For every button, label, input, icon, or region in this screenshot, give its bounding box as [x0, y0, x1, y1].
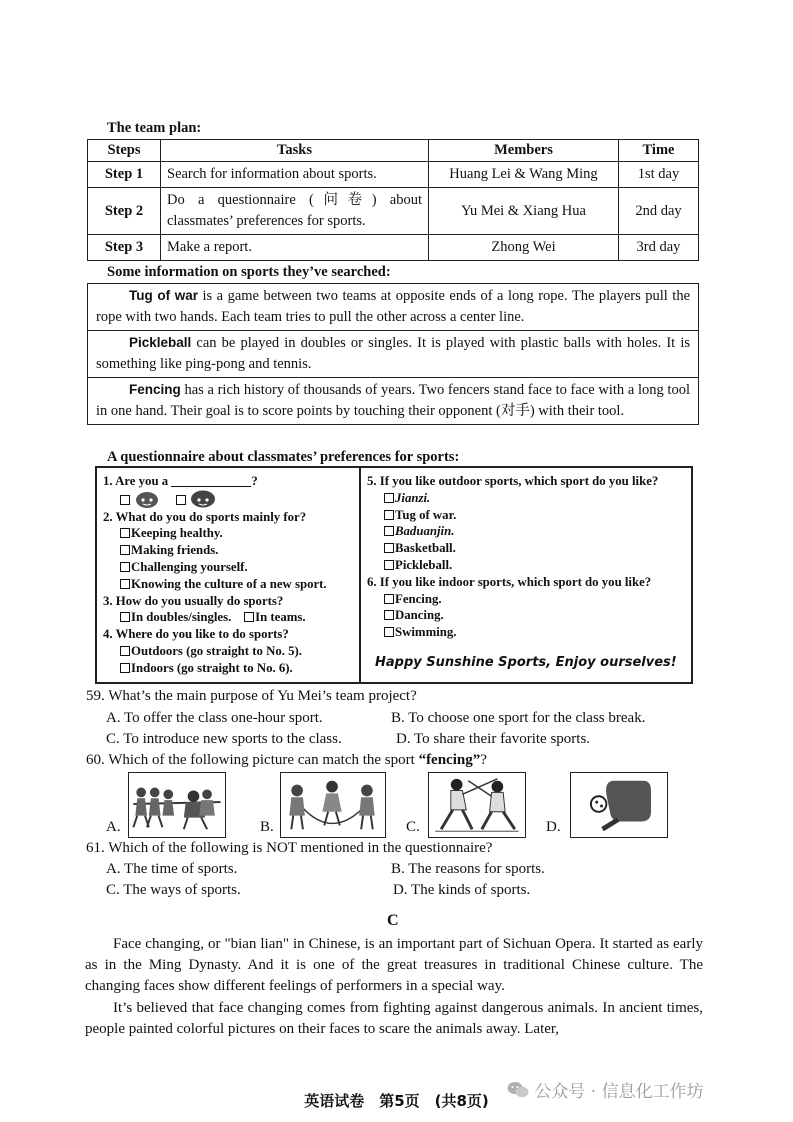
- checkbox[interactable]: [120, 579, 130, 589]
- info-fencing: [88, 378, 698, 424]
- q2-option[interactable]: [103, 559, 353, 576]
- q60-label-c: C.: [406, 819, 420, 835]
- members-cell: Huang Lei & Wang Ming: [429, 162, 619, 188]
- passage-heading: C: [387, 912, 399, 929]
- time-cell: 3rd day: [619, 235, 699, 261]
- q6-option[interactable]: [367, 591, 685, 608]
- option-label: Outdoors (go straight to No. 5).: [131, 643, 302, 658]
- q59-option-c: C. To introduce new sports to the class.: [106, 731, 342, 747]
- q5-option[interactable]: [367, 540, 685, 557]
- q1-text: 1. Are you a: [103, 474, 169, 488]
- table-row: [88, 162, 699, 188]
- q59-option-a: A. To offer the class one-hour sport.: [106, 710, 323, 726]
- q2-text: 2. What do you do sports mainly for?: [103, 509, 307, 524]
- table-header-row: [88, 140, 699, 162]
- task-cell: Do a questionnaire (问卷) about classmates’ preferences for sports.: [161, 188, 429, 235]
- q61-option-c: C. The ways of sports.: [106, 882, 241, 898]
- option-label: Challenging yourself.: [131, 559, 248, 574]
- questionnaire-right-column: [361, 468, 691, 682]
- q5-text: 5. If you like outdoor sports, which sport do you like?: [367, 474, 659, 488]
- checkbox[interactable]: [176, 495, 186, 505]
- q4-option[interactable]: [103, 643, 353, 660]
- q6-text: 6. If you like indoor sports, which sport do you like?: [367, 574, 652, 589]
- questionnaire-slogan: Happy Sunshine Sports, Enjoy ourselves!: [375, 655, 677, 671]
- col-header-time: Time: [619, 140, 699, 162]
- task-cell: Make a report.: [161, 235, 429, 261]
- task-cell: Search for information about sports.: [161, 162, 429, 188]
- checkbox[interactable]: [244, 612, 254, 622]
- option-label: Knowing the culture of a new sport.: [131, 576, 327, 591]
- q1-line: [103, 473, 353, 490]
- sport-name: Fencing: [129, 382, 181, 397]
- option-label: Dancing.: [395, 608, 444, 623]
- q2-option[interactable]: [103, 576, 353, 593]
- option-label: Indoors (go straight to No. 6).: [131, 660, 293, 675]
- q60-label-b: B.: [260, 819, 274, 835]
- q3-options: [103, 609, 353, 626]
- checkbox[interactable]: [120, 528, 130, 538]
- time-cell: 1st day: [619, 162, 699, 188]
- col-header-steps: Steps: [88, 140, 161, 162]
- checkbox[interactable]: [384, 526, 394, 536]
- team-plan-title: The team plan:: [107, 120, 202, 136]
- q1-options: [103, 490, 353, 509]
- checkbox[interactable]: [384, 543, 394, 553]
- fencing-picture: [428, 772, 526, 838]
- q5-option[interactable]: [367, 507, 685, 524]
- sports-info-box: [87, 283, 699, 425]
- pickleball-picture: [570, 772, 668, 838]
- checkbox[interactable]: [384, 493, 394, 503]
- checkbox[interactable]: [384, 560, 394, 570]
- q2-option[interactable]: [103, 525, 353, 542]
- team-plan-table: [87, 139, 699, 261]
- option-label: Baduanjin.: [395, 524, 455, 539]
- q59-option-d: D. To share their favorite sports.: [396, 731, 591, 747]
- checkbox[interactable]: [384, 627, 394, 637]
- option-label: Swimming.: [395, 625, 457, 640]
- info-tug-of-war: [88, 284, 698, 331]
- jump-rope-picture: [280, 772, 386, 838]
- time-cell: 2nd day: [619, 188, 699, 235]
- q6-option[interactable]: [367, 624, 685, 641]
- checkbox[interactable]: [120, 495, 130, 505]
- q1-blank: [171, 475, 251, 487]
- q60-label-d: D.: [546, 819, 561, 835]
- q60-label-a: A.: [106, 819, 121, 835]
- q4-text: 4. Where do you like to do sports?: [103, 627, 289, 642]
- option-label: Jianzi.: [395, 490, 431, 505]
- checkbox[interactable]: [120, 562, 130, 572]
- q4-option[interactable]: [103, 660, 353, 677]
- q59-option-b: B. To choose one sport for the class break.: [391, 710, 646, 726]
- option-label: In doubles/singles.: [131, 610, 232, 625]
- q61-option-d: D. The kinds of sports.: [393, 882, 531, 898]
- sport-name: Pickleball: [129, 335, 192, 350]
- questionnaire-title: A questionnaire about classmates’ preferences for sports:: [107, 449, 460, 465]
- option-label: Pickleball.: [395, 557, 453, 572]
- q60-keyword: “fencing”: [418, 752, 481, 768]
- option-label: Keeping healthy.: [131, 526, 223, 541]
- questionnaire-left-column: [97, 468, 361, 682]
- table-row: [88, 188, 699, 235]
- q60-text: 60. Which of the following picture can match the sport: [86, 752, 419, 768]
- question-59: 59. What’s the main purpose of Yu Mei’s team project?: [86, 688, 417, 704]
- option-label: Tug of war.: [395, 507, 457, 522]
- q5-option[interactable]: [367, 557, 685, 574]
- sport-name: Tug of war: [129, 288, 198, 303]
- q60-mark: ?: [480, 752, 487, 768]
- members-cell: Yu Mei & Xiang Hua: [429, 188, 619, 235]
- q61-option-b: B. The reasons for sports.: [391, 861, 545, 877]
- q61-option-a: A. The time of sports.: [106, 861, 238, 877]
- col-header-members: Members: [429, 140, 619, 162]
- sport-description: is a game between two teams at opposite ends of a long rope. The players pull the rope with two hands. Each team tries to pull the other across a center line.: [96, 288, 691, 325]
- questionnaire-box: [95, 466, 693, 684]
- option-label: Making friends.: [131, 543, 219, 558]
- col-header-tasks: Tasks: [161, 140, 429, 162]
- passage-paragraph-1: Face changing, or "bian lian" in Chinese, is an important part of Sichuan Opera. It started as early as in the Ming Dynasty. And it is one of the great treasures in traditional Chinese culture. The changing faces show different feelings of performers in a special way.: [85, 936, 703, 995]
- page-footer: 英语试卷 第5页 (共8页): [304, 1092, 489, 1110]
- info-pickleball: [88, 331, 698, 378]
- table-row: [88, 235, 699, 261]
- checkbox[interactable]: [384, 510, 394, 520]
- q1-mark: ?: [251, 474, 258, 488]
- option-label: In teams.: [255, 610, 306, 625]
- sports-info-title: Some information on sports they’ve searched:: [107, 264, 391, 280]
- watermark-text: 公众号 · 信息化工作坊: [534, 1082, 704, 1102]
- girl-face-icon: [190, 490, 216, 508]
- passage-paragraph-2: It’s believed that face changing comes from fighting against dangerous animals. In ancient times, people painted colorful pictures on their faces to scare the animals away. Later,: [85, 1000, 703, 1038]
- option-label: Basketball.: [395, 541, 456, 556]
- checkbox[interactable]: [120, 612, 130, 622]
- option-label: Fencing.: [395, 591, 442, 606]
- checkbox[interactable]: [120, 545, 130, 555]
- tug-of-war-picture: [128, 772, 226, 838]
- checkbox[interactable]: [120, 646, 130, 656]
- step-cell: Step 3: [88, 235, 161, 261]
- q5-option[interactable]: [367, 523, 685, 540]
- question-61: 61. Which of the following is NOT mentioned in the questionnaire?: [86, 840, 493, 856]
- boy-face-icon: [134, 490, 160, 508]
- step-cell: Step 1: [88, 162, 161, 188]
- checkbox[interactable]: [384, 594, 394, 604]
- q2-option[interactable]: [103, 542, 353, 559]
- q6-option[interactable]: [367, 607, 685, 624]
- step-cell: Step 2: [88, 188, 161, 235]
- members-cell: Zhong Wei: [429, 235, 619, 261]
- q5-option[interactable]: [367, 490, 685, 507]
- checkbox[interactable]: [384, 610, 394, 620]
- q3-text: 3. How do you usually do sports?: [103, 593, 284, 608]
- checkbox[interactable]: [120, 663, 130, 673]
- question-60: [86, 752, 487, 769]
- sport-description: has a rich history of thousands of years. Two fencers stand face to face with a long tool in one hand. Their goal is to score points by touching their opponent (对手) with their tool.: [96, 382, 690, 419]
- sport-description: can be played in doubles or singles. It is played with plastic balls with holes. It is something like ping-pong and tennis.: [96, 335, 690, 372]
